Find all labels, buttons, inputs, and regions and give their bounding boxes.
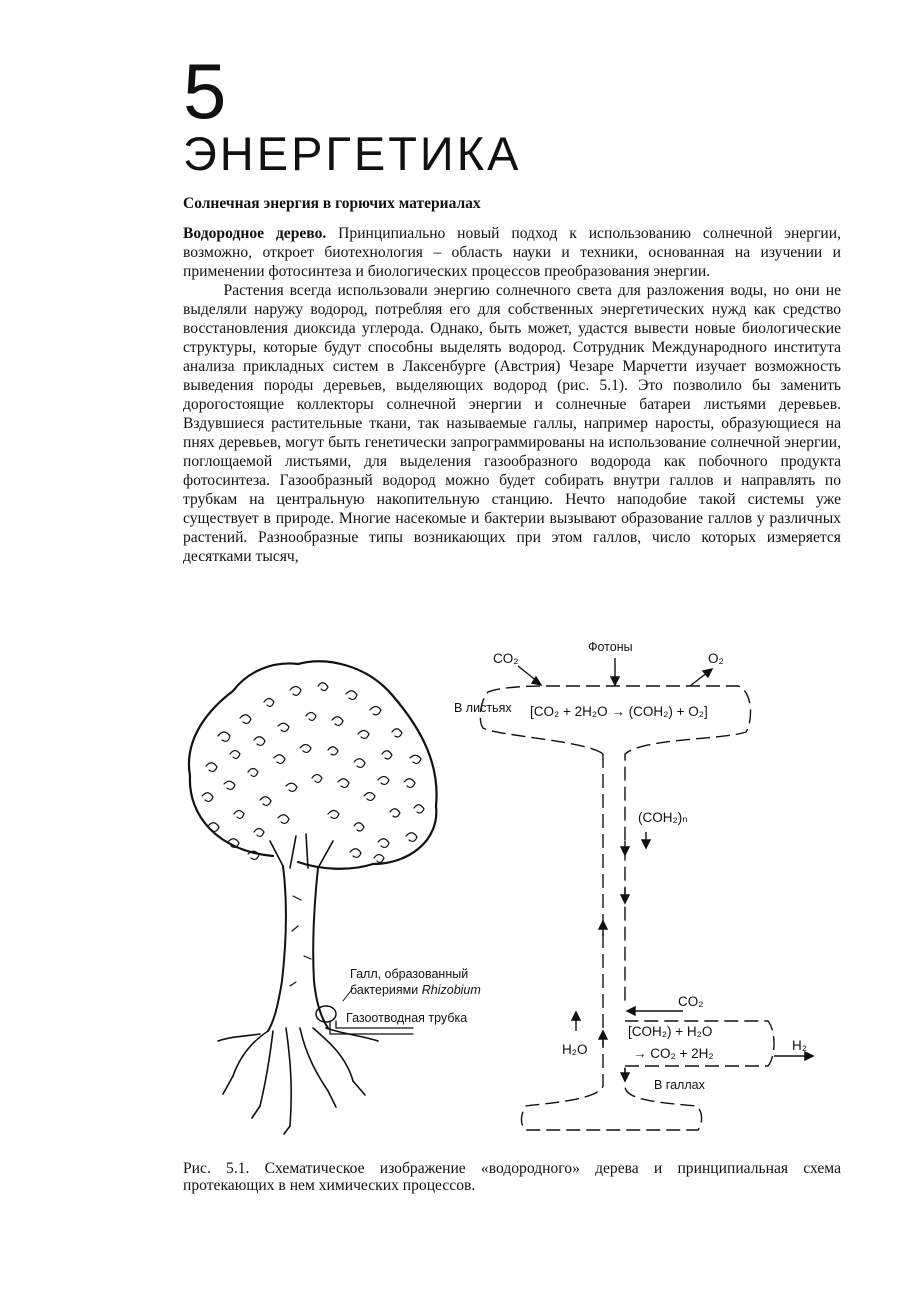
galls-label: В галлах — [654, 1078, 705, 1092]
gall-reaction-line2: → CO₂ + 2H₂ — [633, 1046, 714, 1061]
chapter-number: 5 — [183, 47, 227, 135]
h2o-label: H₂O — [562, 1042, 588, 1057]
diagram-arrows — [518, 658, 813, 1081]
chapter-title: ЭНЕРГЕТИКА — [183, 127, 522, 180]
leaves-compartment — [480, 686, 750, 1001]
o2-output-label: O₂ — [708, 651, 724, 666]
gall-label-line2 — [350, 983, 481, 997]
leaves-reaction: [CO₂ + 2H₂O → (COH₂) + O₂] — [530, 704, 708, 719]
diagram-outlines — [480, 686, 774, 1130]
gall-label-prefix: бактериями — [350, 983, 422, 997]
tree-roots — [218, 1028, 378, 1134]
tree-illustration — [189, 661, 437, 1134]
gall-co2-label: CO₂ — [678, 994, 704, 1009]
gall-reaction-line1: [COH₂) + H₂O — [628, 1024, 713, 1039]
gall-label-species: Rhizobium — [421, 983, 481, 997]
paragraph-1 — [183, 224, 841, 281]
paragraph-lead: Водородное дерево. — [183, 225, 327, 242]
leaves-label: В листьях — [454, 701, 512, 715]
paragraph-1-text: Принципиально новый подход к использованию солнечной энергии, возможно, откроет биотехнология – область науки и техники, основанная на изучении и применении фотосинтеза и биологических процессов преобразования энергии. — [183, 225, 841, 280]
figure-5-1 — [178, 636, 858, 1146]
tree-crown — [189, 661, 437, 868]
h2-output-label: H₂ — [792, 1038, 807, 1053]
body-text — [183, 224, 841, 566]
photons-label: Фотоны — [588, 640, 633, 654]
figure-illustration — [178, 636, 858, 1146]
figure-caption: Рис. 5.1. Схематическое изображение «водородного» дерева и принципиальная схема протекающих в нем химических процессов. — [183, 1160, 841, 1194]
co2-input-label: CO₂ — [493, 651, 519, 666]
pipe-label: Газоотводная трубка — [346, 1011, 468, 1025]
paragraph-2: Растения всегда использовали энергию солнечного света для разложения воды, но они не выделяли наружу водород, потребляя его для собственных энергетических нужд как средство восстановления диоксида углерода. Однако, быть может, удастся вывести новые биологические структуры, которые будут способны выделять водород. Сотрудник Международного института анализа прикладных систем в Лаксенбурге (Австрия) Чезаре Марчетти изучает возможность выведения породы деревьев, выделяющих водород (рис. 5.1). Это позволило бы заменить дорогостоящие коллекторы солнечной энергии и солнечные батареи листьями деревьев. Вздувшиеся растительные ткани, так называемые галлы, например наросты, образующиеся на пнях деревьев, могут быть генетически запрограммированы на использование солнечной энергии, поглощаемой листьями, для выделения газообразного водорода как побочного продукта фотосинтеза. Газообразный водород можно будет собирать внутри галлов и направлять по трубкам на центральную накопительную станцию. Нечто наподобие такой системы уже существует в природе. Многие насекомые и бактерии вызывают образование галлов у различных растений. Разнообразные типы возникающих при этом галлов, число которых измеряется десятками тысяч, — [183, 282, 841, 565]
gall-label-line1: Галл, образованный — [350, 967, 469, 981]
transport-product: (COH₂)ₙ — [638, 810, 688, 825]
section-heading: Солнечная энергия в горючих материалах — [183, 195, 481, 212]
